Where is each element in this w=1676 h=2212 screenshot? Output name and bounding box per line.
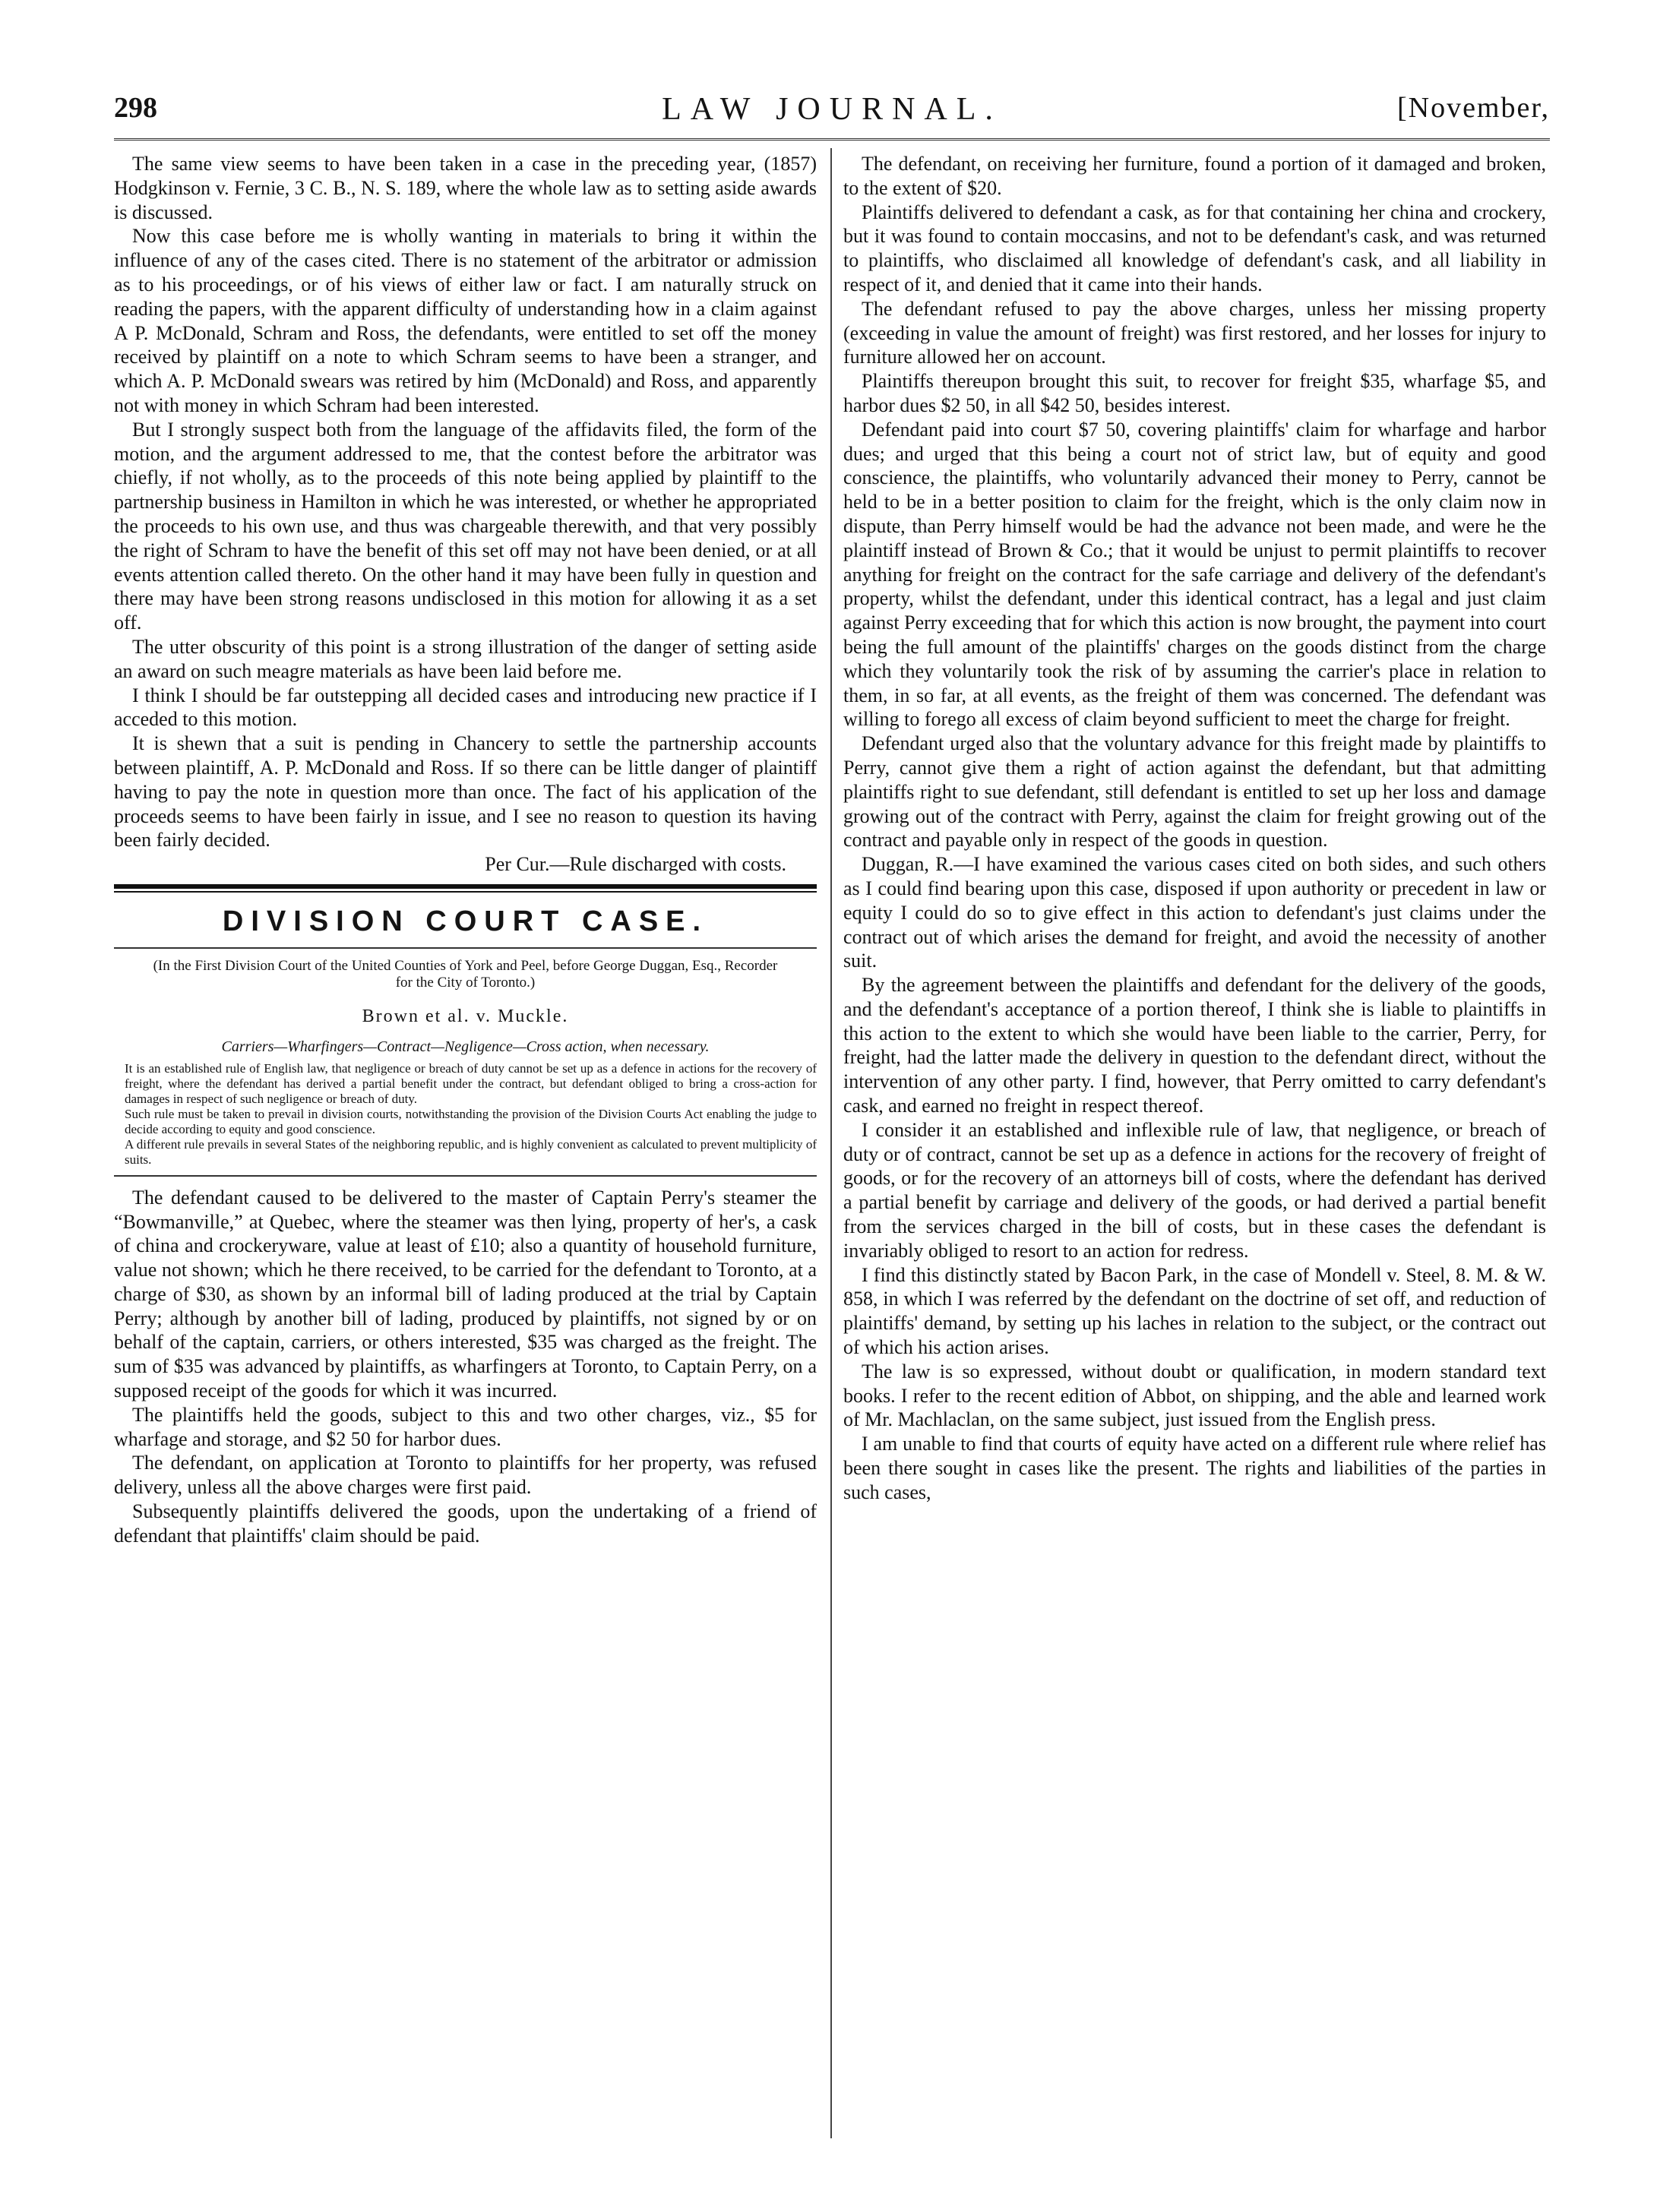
headnote — [114, 1061, 817, 1168]
section-rule-thin — [114, 947, 817, 949]
paragraph: By the agreement between the plaintiffs and defendant for the delivery of the goods, and the defendant's acceptance of a portion thereof, I think she is liable to plaintiffs in this action to the extent to which she would have been liable to the carrier, Perry, for freight, had the latter made the delivery in question to the defendant direct, without the intervention of any other party. I find, however, that Perry omitted to carry defendant's cask, and earned no freight in respect thereof. — [843, 974, 1546, 1117]
paragraph: The same view seems to have been taken in a case in the preceding year, (1857) Hodgkinson v. Fernie, 3 C. B., N. S. 189, where the whole law as to setting aside awards is discussed. — [114, 153, 817, 223]
page-number: 298 — [114, 92, 157, 124]
right-column — [843, 152, 1546, 1505]
per-curiam: Per Cur.—Rule discharged with costs. — [485, 853, 786, 876]
paragraph: The defendant, on receiving her furniture, found a portion of it damaged and broken, to the extent of $20. — [843, 153, 1546, 199]
paragraph: Plaintiffs thereupon brought this suit, to recover for freight $35, wharfage $5, and harbor dues $2 50, in all $42 50, besides interest. — [843, 370, 1546, 416]
left-column — [114, 152, 817, 1548]
paragraph: Defendant urged also that the voluntary advance for this freight made by plaintiffs to Perry, cannot give them a right of action against the defendant, but that admitting plaintiffs right to sue defendant, still defendant is entitled to set up her loss and damage growing out of the contract with Perry, against the claim for freight growing out of the contract and payable only in respect of the goods in question. — [843, 732, 1546, 852]
paragraph: Subsequently plaintiffs delivered the goods, upon the undertaking of a friend of defendant that plaintiffs' claim should be paid. — [114, 1500, 817, 1547]
paragraph: It is shewn that a suit is pending in Chancery to settle the partnership accounts between plaintiff, A. P. McDonald and Ross. If so there can be little danger of plaintiff having to pay the note in question more than once. The fact of his application of the proceeds seems to have been fairly in issue, and I see no reason to question its having been fairly decided. — [114, 732, 817, 852]
paragraph: The plaintiffs held the goods, subject to this and two other charges, viz., $5 for wharfage and storage, and $2 50 for harbor dues. — [114, 1403, 817, 1450]
paragraph: I find this distinctly stated by Bacon Park, in the case of Mondell v. Steel, 8. M. & W. 858, in which I was referred by the defendant on the doctrine of set off, and reduction of plaintiffs' demand, by setting up his laches in relation to the subject, or the contract out of which his action arises. — [843, 1263, 1546, 1359]
page-header — [114, 91, 1550, 137]
paragraph: The defendant, on application at Toronto to plaintiffs for her property, was refused delivery, unless all the above charges were first paid. — [114, 1452, 817, 1499]
paragraph: But I strongly suspect both from the language of the affidavits filed, the form of the motion, and the argument addressed to me, that the contest before the arbitrator was chiefly, if not wholly, as to the proceeds of this note being applied by plaintiff to the partnership business in Hamilton in which he was interested, or whether he appropriated the proceeds to his own use, and thus was chargeable therewith, and that very possibly the right of Schram to have the benefit of this set off may not have been denied, or at all events attention called thereto. On the other hand it may have been fully in question and there may have been strong reasons undisclosed in this motion for allowing it as a set off. — [114, 418, 817, 634]
paragraph: Defendant paid into court $7 50, covering plaintiffs' claim for wharfage and harbor dues; and urged that this being a court not of strict law, but of equity and good conscience, the plaintiffs, who voluntarily advanced their money to Perry, cannot be held to be in a better position to claim for the freight, which is the only claim now in dispute, than Perry himself would be had the advance not been made, and were he the plaintiff instead of Brown & Co.; that it would be unjust to permit plaintiffs to recover anything for freight on the contract for the safe carriage and delivery of the defendant's property, whilst the defendant, under this identical contract, has a legal and just claim against Perry exceeding that for which this action is now brought, the payment into court being the full amount of the plaintiffs' charges on the goods distinct from the charge which they voluntarily took the risk of by assuming the carrier's place in relation to them, in so far, at all events, as the freight of them was concerned. The defendant was willing to forego all excess of claim beyond sufficient to meet the charge for freight. — [843, 418, 1546, 731]
section-title: DIVISION COURT CASE. — [222, 905, 709, 937]
case-name: Brown et al. v. Muckle. — [362, 1006, 569, 1026]
running-title: LAW JOURNAL. — [662, 92, 1002, 127]
headnote-rule — [114, 1175, 817, 1177]
headnote-item: A different rule prevails in several States of the neighboring republic, and is highly convenient as calculated to prevent multiplicity of suits. — [125, 1136, 817, 1167]
paragraph: The utter obscurity of this point is a strong illustration of the danger of setting aside an award on such meagre materials as have been laid before me. — [114, 635, 817, 682]
issue-month: [November, — [1396, 92, 1550, 124]
paragraph: The law is so expressed, without doubt or qualification, in modern standard text books. I refer to the recent edition of Abbot, on shipping, and the able and learned work of Mr. Machlaclan, on the same subject, just issued from the English press. — [843, 1360, 1546, 1431]
paragraph: I think I should be far outstepping all decided cases and introducing new practice if I acceded to this motion. — [114, 684, 817, 731]
paragraph: Duggan, R.—I have examined the various cases cited on both sides, and such others as I could find bearing upon this case, disposed if upon authority or precedent in law or equity I could do so to give effect in this action to defendant's just claims under the contract out of which arises the demand for freight, and avoid the necessity of another suit. — [843, 853, 1546, 972]
catchwords: Carriers—Wharfingers—Contract—Negligence—Cross action, when necessary. — [221, 1038, 710, 1055]
court-note: (In the First Division Court of the United Counties of York and Peel, before George Duggan, Esq., Recorder for the City of Toronto.) — [153, 957, 778, 991]
headnote-item: It is an established rule of English law, that negligence or breach of duty cannot be set up as a defence in actions for the recovery of freight, where the defendant has derived a partial benefit under the contract, but defendant obliged to bring a cross-action for damages in respect of such negligence or breach of duty. — [125, 1060, 817, 1106]
paragraph: The defendant caused to be delivered to the master of Captain Perry's steamer the “Bowmanville,” at Quebec, where the steamer was then lying, property of her's, a cask of china and crockeryware, value at least of £10; also a quantity of household furniture, value not shown; which he there received, to be carried for the defendant to Toronto, at a charge of $30, as shown by an informal bill of lading produced at the trial by Captain Perry; although by another bill of lading, produced by plaintiffs, not signed by or on behalf of the captain, carriers, or others interested, $35 was charged as the freight. The sum of $35 was advanced by plaintiffs, as wharfingers at Toronto, to Captain Perry, on a supposed receipt of the goods for which it was incurred. — [114, 1186, 817, 1402]
paragraph: Plaintiffs delivered to defendant a cask, as for that containing her china and crockery, but it was found to contain moccasins, and not to be defendant's cask, and was returned to plaintiffs, who disclaimed all knowledge of defendant's cask, and all liability in respect of it, and denied that it came into their hands. — [843, 201, 1546, 295]
paragraph: I am unable to find that courts of equity have acted on a different rule where relief has been there sought in cases like the present. The rights and liabilities of the parties in such cases, — [843, 1433, 1546, 1503]
section-rule — [114, 884, 817, 893]
paragraph: Now this case before me is wholly wanting in materials to bring it within the influence of any of the cases cited. There is no statement of the arbitrator or admission as to his proceedings, or of his views of either law or fact. I am naturally struck on reading the papers, with the apparent difficulty of understanding how in a claim against A P. McDonald, Schram and Ross, the defendants, were entitled to set off the money received by plaintiff on a note to which Schram seems to have been a stranger, and which A. P. McDonald swears was retired by him (McDonald) and Ross, and apparently not with money in which Schram had been interested. — [114, 225, 817, 416]
paragraph: I consider it an established and inflexible rule of law, that negligence, or breach of duty or of contract, cannot be set up as a defence in actions for the recovery of freight of goods, or for the recovery of an attorneys bill of costs, where the defendant has derived a partial benefit by carriage and delivery of the goods, or had derived a partial benefit from the services charged in the bill of costs, but in these cases the defendant is invariably obliged to resort to an action for redress. — [843, 1118, 1546, 1262]
header-rule — [114, 138, 1550, 141]
headnote-item: Such rule must be taken to prevail in division courts, notwithstanding the provision of the Division Courts Act enabling the judge to decide according to equity and good conscience. — [125, 1106, 817, 1136]
column-divider — [830, 148, 832, 2138]
paragraph: The defendant refused to pay the above charges, unless her missing property (exceeding in value the amount of freight) was first restored, and her losses for injury to furniture allowed her on account. — [843, 297, 1546, 368]
